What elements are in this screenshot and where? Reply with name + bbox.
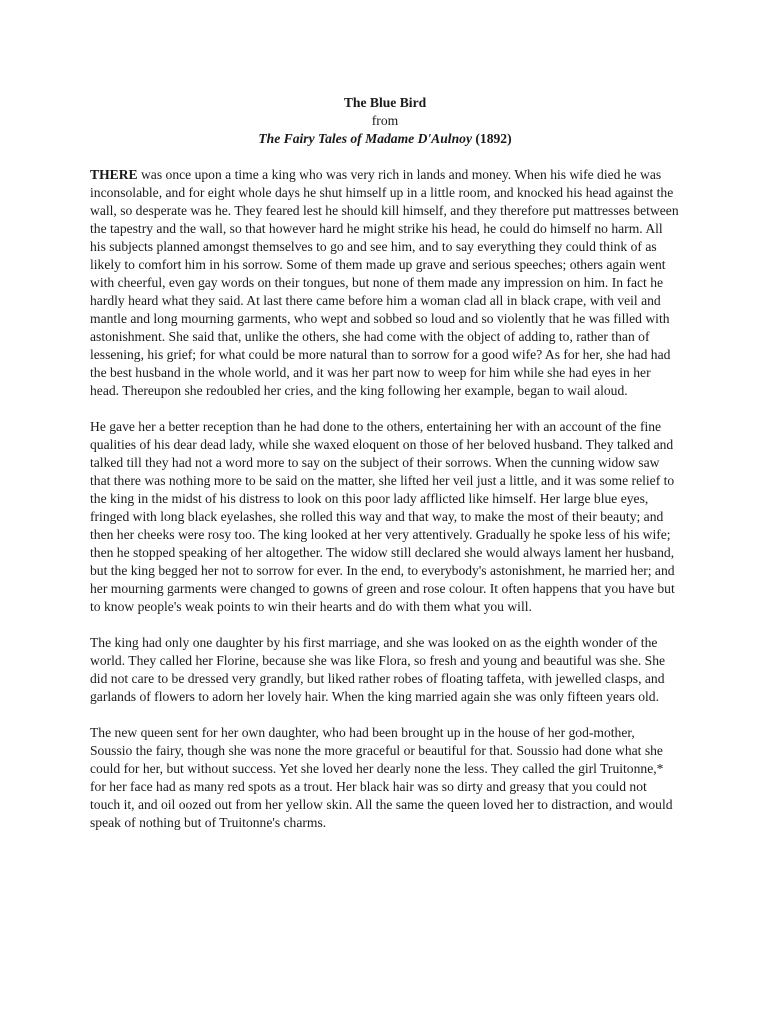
document-header [90, 94, 680, 148]
paragraph-4 [90, 724, 680, 832]
paragraph-text: was once upon a time a king who was very rich in lands and money. When his wife died he was inconsolable, and for eight whole days he shut himself up in a little room, and knocked his head against the wall, so desperate was he. They feared lest he should kill himself, and they therefore put mattresses between the tapestry and the wall, so that however hard he might strike his head, he could do himself no harm. All his subjects planned amongst themselves to go and see him, and to say everything they could think of as likely to comfort him in his sorrow. Some of them made up grave and serious speeches; others again went with cheerful, even gay words on their tongues, but none of them made any impression on him. In fact he hardly heard what they said. At last there came before him a woman clad all in black crape, with veil and mantle and long mourning garments, who wept and sobbed so loud and so violently that he was filled with astonishment. She said that, unlike the others, she had come with the object of adding to, rather than of lessening, his grief; for what could be more natural than to sorrow for a good wife? As for her, she had had the best husband in the whole world, and it was her part now to weep for him while she had eyes in her head. Thereupon she redoubled her cries, and the king following her example, began to wail aloud. [90, 167, 679, 398]
paragraph-text: The king had only one daughter by his first marriage, and she was looked on as the eighth wonder of the world. They called her Florine, because she was like Flora, so fresh and young and beautiful was she. She did not care to be dressed very grandly, but liked rather robes of floating taffeta, with jewelled clasps, and garlands of flowers to adorn her lovely hair. When the king married again she was only fifteen years old. [90, 635, 666, 704]
paragraph-2 [90, 418, 680, 616]
paragraph-text: The new queen sent for her own daughter, who had been brought up in the house of her god-mother, Soussio the fairy, though she was none the more graceful or beautiful for that. Soussio had done what she could for her, but without success. Yet she loved her dearly none the less. They called the girl Truitonne,* for her face had as many red spots as a trout. Her black hair was so dirty and greasy that you could not touch it, and oil oozed out from her yellow skin. All the same the queen loved her to distraction, and would speak of nothing but of Truitonne's charms. [90, 725, 673, 830]
document-page [90, 94, 680, 850]
story-title: The Blue Bird [343, 95, 427, 110]
from-label: from [371, 113, 399, 128]
paragraph-text: He gave her a better reception than he had done to the others, entertaining her with an account of the fine qualities of his dear dead lady, while she waxed eloquent on those of her beloved husband. They talked and talked till they had not a word more to say on the subject of their sorrows. When the cunning widow saw that there was nothing more to be said on the matter, she lifted her veil just a little, and it was some relief to the king in the midst of his distress to look on this poor lady afflicted like himself. Her large blue eyes, fringed with long black eyelashes, she rolled this way and that way, to make the most of their beauty; and then her cheeks were rosy too. The king looked at her very attentively. Gradually he spoke less of his wife; then he stopped speaking of her altogether. The widow still declared she would always lament her husband, but the king begged her not to sorrow for ever. In the end, to everybody's astonishment, he married her; and her mourning garments were changed to gowns of green and rose colour. It often happens that you have but to know people's weak points to win their hearts and do with them what you will. [90, 419, 675, 614]
paragraph-1 [90, 166, 680, 400]
paragraph-3 [90, 634, 680, 706]
book-title: The Fairy Tales of Madame D'Aulnoy [258, 131, 472, 146]
source-line [90, 130, 680, 148]
publication-year: (1892) [471, 131, 512, 146]
paragraph-lead-word: THERE [90, 167, 138, 182]
